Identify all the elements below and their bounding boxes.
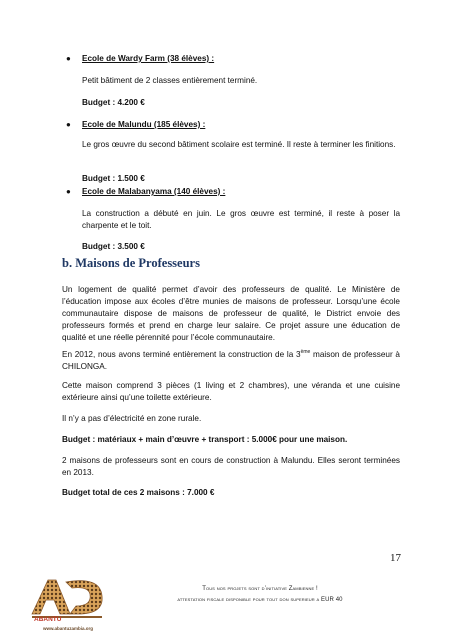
house-budget: Budget : matériaux + main d’œuvre + transport : 5.000€ pour une maison. <box>62 435 348 444</box>
school-budget: Budget : 3.500 € <box>82 242 145 251</box>
school-title: Ecole de Malabanyama (140 élèves) : <box>82 187 226 196</box>
bullet-icon: ● <box>66 54 71 63</box>
logo-url: www.abantuzambia.org <box>42 626 94 631</box>
school-description: La construction a débuté en juin. Le gros œuvre est terminé, il reste à poser la charpente et le toit. <box>82 209 400 230</box>
paragraph-intro: Un logement de qualité permet d’avoir des professeurs de qualité. Le Ministère de l’éducation impose aux écoles d’être munies de maisons de professeur. Lorsqu’une école communautaire dispose de maisons de professeur de qualité, le District envoie des professeurs formés et prend en charge leur salaire. Ce projet assure une éducation de qualité et une réelle pérennité pour l’école communautaire. <box>62 285 400 342</box>
bullet-icon: ● <box>66 120 71 129</box>
school-title: Ecole de Wardy Farm (38 élèves) : <box>82 54 215 63</box>
paragraph-electricity: Il n’y a pas d’électricité en zone rurale. <box>62 414 202 423</box>
superscript: ème <box>300 349 311 355</box>
section-heading: b. Maisons de Professeurs <box>62 256 200 270</box>
page-number: 17 <box>390 552 401 564</box>
paragraph-chilonga-text: En 2012, nous avons terminé entièrement la construction de la 3 <box>62 350 301 359</box>
school-title: Ecole de Malundu (185 élèves) : <box>82 120 206 129</box>
paragraph-chilonga-text-end: maison de professeur à CHILONGA. <box>62 350 400 371</box>
footer-line-2: attestation fiscale disponible pour tout don superieur a EUR 40 <box>177 597 343 603</box>
bullet-icon: ● <box>66 187 71 196</box>
school-description: Le gros œuvre du second bâtiment scolaire est terminé. Il reste à terminer les finitions. <box>82 140 396 149</box>
school-budget: Budget : 4.200 € <box>82 98 145 107</box>
footer-line-1: Tous nos projets sont d’initiative Zambienne ! <box>202 586 318 592</box>
logo-brand: ABANTU <box>34 616 62 623</box>
school-budget: Budget : 1.500 € <box>82 174 145 183</box>
paragraph-house-description: Cette maison comprend 3 pièces (1 living et 2 chambres), une véranda et une cuisine extérieure ainsi qu’une toilette extérieure. <box>62 381 400 402</box>
paragraph-malundu: 2 maisons de professeurs sont en cours de construction à Malundu. Elles seront terminées en 2013. <box>62 456 400 477</box>
total-budget: Budget total de ces 2 maisons : 7.000 € <box>62 488 215 497</box>
school-description: Petit bâtiment de 2 classes entièrement terminé. <box>82 76 258 85</box>
paragraph-chilonga <box>62 346 400 373</box>
